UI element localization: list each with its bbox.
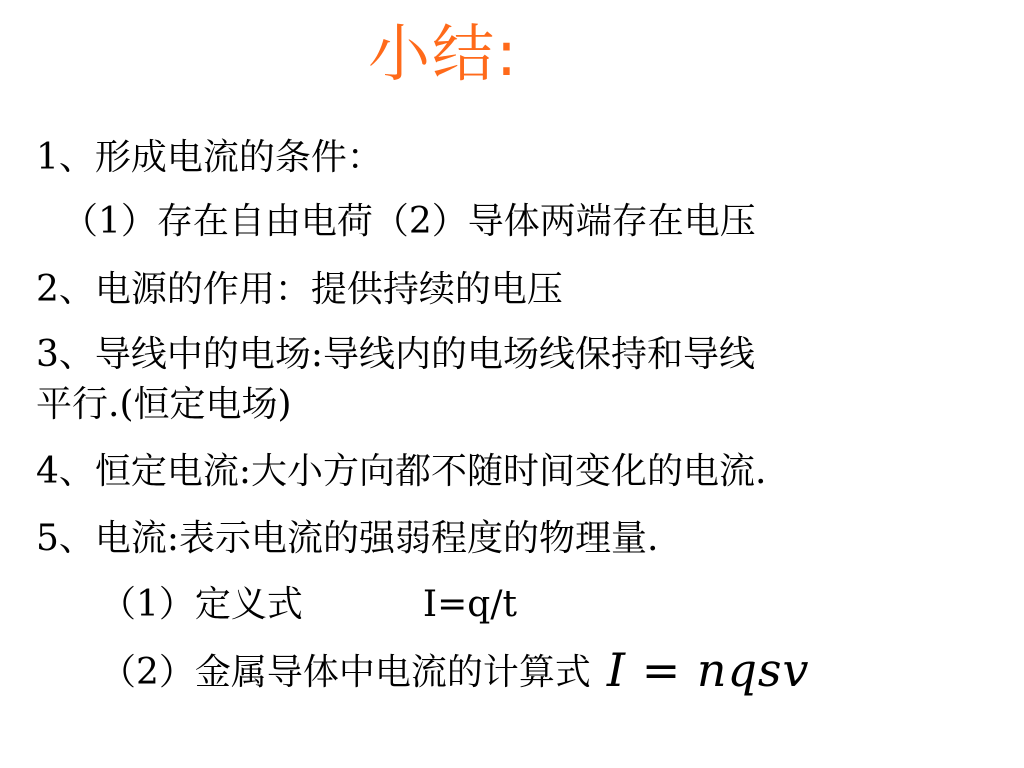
metal-current-formula: I = nqsv xyxy=(606,643,810,697)
metal-current-label: （2）金属导体中电流的计算式 xyxy=(100,652,591,693)
definition-line xyxy=(100,585,517,625)
summary-line-3: 2、电源的作用：提供持续的电压 xyxy=(36,269,563,310)
summary-line-5: 平行.(恒定电场) xyxy=(36,384,292,425)
summary-line-6: 4、恒定电流:大小方向都不随时间变化的电流. xyxy=(36,451,767,492)
metal-current-line xyxy=(100,643,810,697)
summary-line-1: 1、形成电流的条件： xyxy=(36,137,383,178)
summary-line-4: 3、导线中的电场:导线内的电场线保持和导线 xyxy=(36,334,756,375)
summary-line-7: 5、电流:表示电流的强弱程度的物理量. xyxy=(36,518,659,559)
definition-formula: I=q/t xyxy=(422,584,517,625)
summary-line-2: （1）存在自由电荷（2）导体两端存在电压 xyxy=(62,201,756,242)
definition-label: （1）定义式 xyxy=(100,584,303,625)
slide-title: 小结: xyxy=(368,17,519,90)
